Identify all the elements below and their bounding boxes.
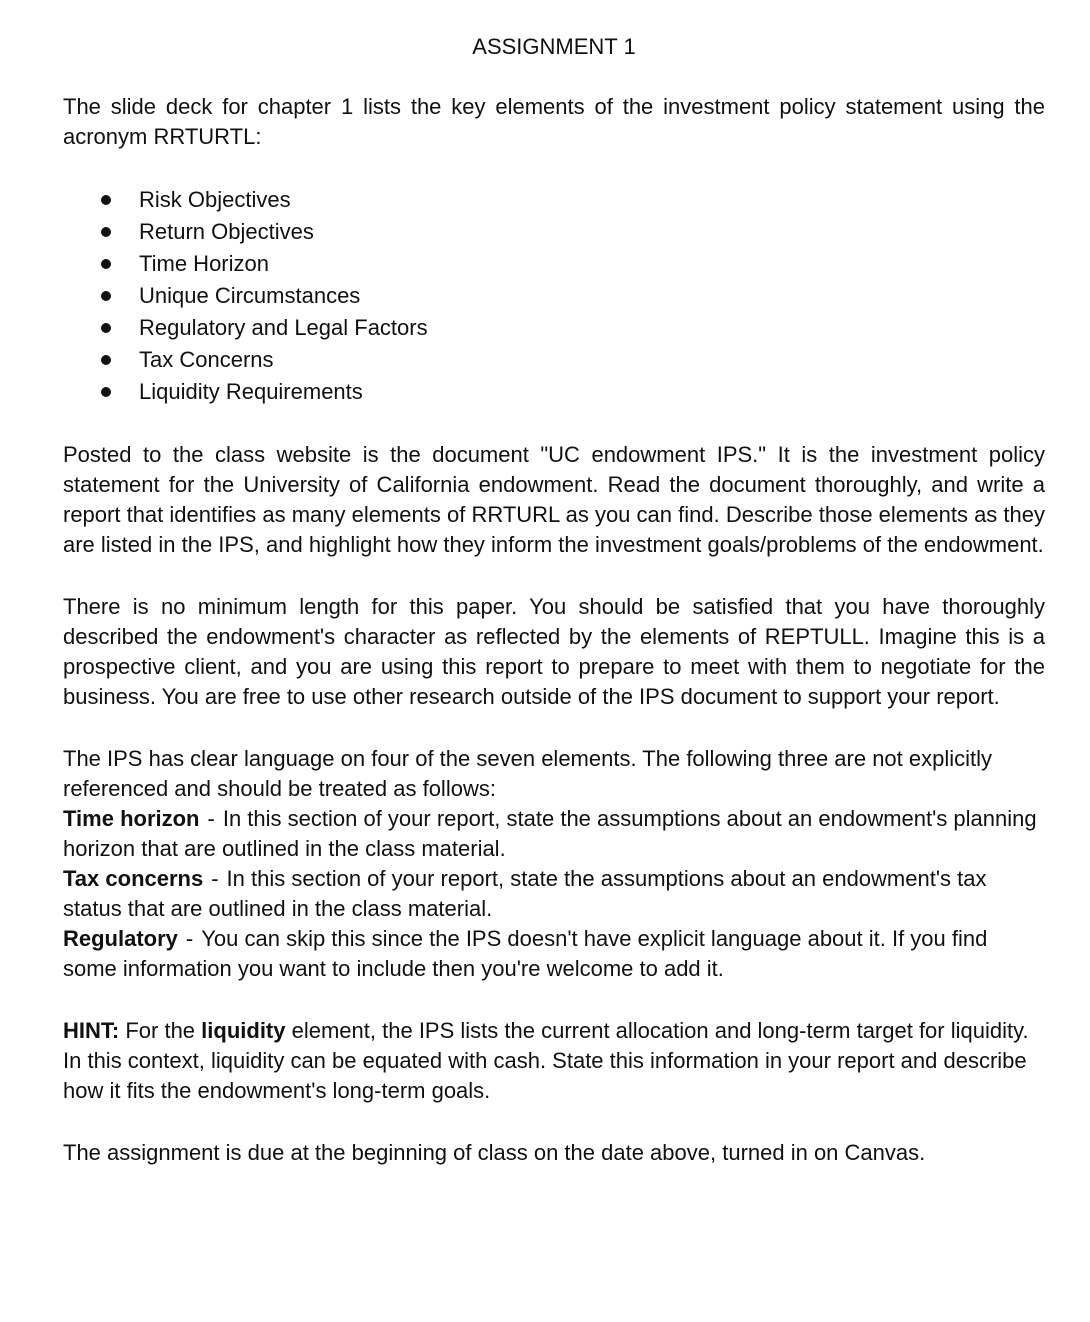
list-item-label: Liquidity Requirements (139, 379, 363, 404)
ips-paragraph: Posted to the class website is the document "UC endowment IPS." It is the investment policy statement for the University of California endowment. Read the document thoroughly, and write a report that identifies as many elements of RRTURL as you can find. Describe those elements as they are listed in the IPS, and highlight how they inform the investment goals/problems of the endowment. (63, 442, 1045, 557)
list-item-label: Tax Concerns (139, 347, 274, 372)
due-note: The assignment is due at the beginning of class on the date above, turned in on Canvas. (63, 1140, 926, 1165)
list-item-label: Unique Circumstances (139, 283, 361, 308)
document-title: ASSIGNMENT 1 (472, 34, 636, 59)
bullet-icon (101, 195, 111, 205)
time-horizon-note (63, 804, 1045, 864)
list-item (63, 216, 1045, 248)
length-paragraph: There is no minimum length for this paper. You should be satisfied that you have thoroughly described the endowment's character as reflected by the elements of REPTULL. Imagine this is a prospective client, and you are using this report to prepare to meet with them to negotiate for the business. You are free to use other research outside of the IPS document to support your report. (63, 594, 1045, 709)
ips-elements-list (63, 184, 1045, 408)
hint-text-after: element, the IPS lists the current allocation and long-term target for liquidity. In this context, liquidity can be equated with cash. State this information in your report and describe how it fits the endowment's long-term goals. (63, 1018, 1029, 1103)
treatment-intro: The IPS has clear language on four of the seven elements. The following three are not explicitly referenced and should be treated as follows: (63, 746, 993, 801)
list-item-label: Risk Objectives (139, 187, 291, 212)
tax-concerns-note (63, 864, 1045, 924)
list-item (63, 280, 1045, 312)
bullet-icon (101, 291, 111, 301)
list-item-label: Regulatory and Legal Factors (139, 315, 428, 340)
bullet-icon (101, 323, 111, 333)
assignment-document (63, 32, 1045, 1168)
regulatory-text: You can skip this since the IPS doesn't have explicit language about it. If you find some information you want to include then you're welcome to add it. (63, 926, 988, 981)
list-item (63, 248, 1045, 280)
time-horizon-term: Time horizon (63, 806, 200, 831)
list-item (63, 312, 1045, 344)
time-horizon-text: In this section of your report, state the assumptions about an endowment's planning horizon that are outlined in the class material. (63, 806, 1037, 861)
bullet-icon (101, 259, 111, 269)
separator: - (211, 866, 219, 891)
regulatory-term: Regulatory (63, 926, 178, 951)
hint-keyword: liquidity (201, 1018, 286, 1043)
bullet-icon (101, 227, 111, 237)
hint-label: HINT: (63, 1018, 120, 1043)
hint-text-before: For the (125, 1018, 196, 1043)
intro-paragraph: The slide deck for chapter 1 lists the key elements of the investment policy statement using the acronym RRTURTL: (63, 94, 1045, 149)
tax-concerns-term: Tax concerns (63, 866, 204, 891)
treatment-section (63, 744, 1045, 984)
bullet-icon (101, 355, 111, 365)
list-item (63, 376, 1045, 408)
bullet-icon (101, 387, 111, 397)
hint-paragraph (63, 1016, 1045, 1106)
regulatory-note (63, 924, 1045, 984)
separator: - (185, 926, 194, 951)
list-item-label: Time Horizon (139, 251, 269, 276)
list-item-label: Return Objectives (139, 219, 314, 244)
list-item (63, 184, 1045, 216)
separator: - (207, 806, 215, 831)
tax-concerns-text: In this section of your report, state the assumptions about an endowment's tax status that are outlined in the class material. (63, 866, 987, 921)
list-item (63, 344, 1045, 376)
